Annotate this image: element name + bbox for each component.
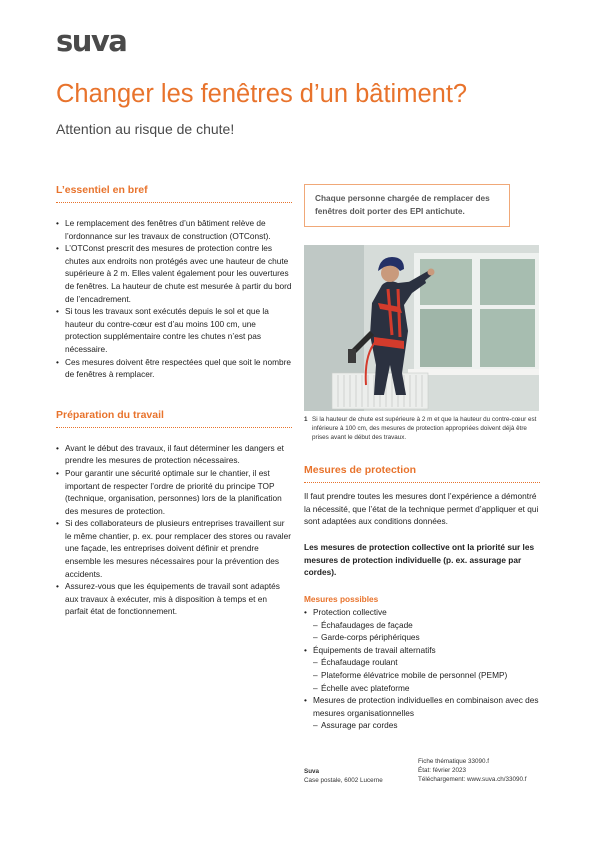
sub-list-item: – Garde-corps périphériques [304,631,540,644]
mesures-divider [304,482,540,483]
essentiel-divider [56,202,292,203]
left-column [56,184,292,618]
list-item: • Si tous les travaux sont exécutés depuis le sol et que la hauteur du contre-cœur est d’au moins 100 cm, une protection supplémentaire contre les chutes n’est pas nécessaire. [56,305,292,355]
preparation-section [56,409,292,618]
preparation-heading: Préparation du travail [56,408,164,421]
footer-address-block [304,767,383,785]
callout-text: Chaque personne chargée de remplacer des fenêtres doit porter des [315,193,490,216]
mesures-priority-paragraph: Les mesures de protection collective ont la priorité sur les mesures de protection individuelle (p. ex. assurage par cordes). [304,542,535,578]
essentiel-heading: L’essentiel en bref [56,184,148,196]
epi-callout-box [304,184,510,227]
worker-window-photo [304,245,539,411]
page-title: Changer les fenêtres d’un bâtiment? [56,80,468,108]
callout-text-end: . [462,206,465,216]
mesures-paragraph: Il faut prendre toutes les mesures dont l’expérience a démontré la nécessité, que l’état de la technique permet d’appliquer et qui sont adaptées aux conditions données. [304,491,539,527]
list-item: • Avant le début des travaux, il faut déterminer les dangers et prendre les mesures de protection nécessaires. [56,442,292,467]
list-item: • Mesures de protection individuelles en combinaison avec des mesures organisationnelles [304,694,540,719]
mesures-possibles-list [304,606,540,732]
list-item: • Ces mesures doivent être respectées quel que soit le nombre de fenêtres à remplacer. [56,356,292,381]
footer-sheet-number: Fiche thématique 33090.f [418,758,490,765]
list-item: • Équipements de travail alternatifs [304,644,540,657]
sub-list-item: – Assurage par cordes [304,719,540,732]
footer-address: Case postale, 6002 Lucerne [304,777,383,785]
preparation-list [56,442,292,618]
list-item: • Si des collaborateurs de plusieurs entreprises travaillent sur le même chantier, p. ex. pour remplacer des stores ou ravaler une façade, les entreprises doivent définir et prendre ensemble les mesures nécessaires pour la prévention des accidents. [56,517,292,580]
list-item: • Protection collective [304,606,540,619]
suva-logo: suva [56,24,127,58]
essentiel-list [56,217,292,381]
list-item: • Le remplacement des fenêtres d’un bâtiment relève de l’ordonnance sur les travaux de construction (OTConst). [56,217,292,242]
mesures-heading-block [304,464,540,483]
footer-org: Suva [304,768,320,775]
figure-number: 1 [304,416,308,423]
list-item: • Assurez-vous que les équipements de travail sont adaptés aux travaux à exécuter, mis à disposition à temps et en parfait état de fonctionnement. [56,580,292,618]
callout-bold-text: EPI antichute [409,206,463,216]
figure-caption [304,416,540,442]
footer-download-link[interactable]: Téléchargement: www.suva.ch/33090.f [418,776,527,784]
page-subtitle: Attention au risque de chute! [56,121,235,137]
footer-state: État: février 2023 [418,767,466,775]
figure-caption-text: Si la hauteur de chute est supérieure à 2 m et que la hauteur du contre-cœur est inférieure à 100 cm, des mesures de protection appropriées doivent déjà être prises avant le début des travaux. [312,416,537,441]
sub-list-item: – Plateforme élévatrice mobile de personnel (PEMP) [304,669,540,682]
essentiel-section [56,184,292,381]
list-item: • L’OTConst prescrit des mesures de protection contre les chutes aux endroits non protégés avec une hauteur de chute supérieure à 2 m. Elles valent également pour les ouvertures de fenêtres. La hauteur de chute est mesurée à partir du bord de l’encadrement. [56,242,292,305]
mesures-heading: Mesures de protection [304,464,417,476]
sub-list-item: – Échelle avec plateforme [304,682,540,695]
mesures-possibles-heading: Mesures possibles [304,594,379,604]
sub-list-item: – Échafaudages de façade [304,619,540,632]
list-item: • Pour garantir une sécurité optimale sur le chantier, il est important de respecter l’ordre de priorité du principe TOP (technique, organisation, personnes) lors de la planification des mesures de protection. [56,467,292,517]
sub-list-item: – Échafaudage roulant [304,656,540,669]
footer-info-block [418,757,527,785]
preparation-divider [56,427,292,428]
